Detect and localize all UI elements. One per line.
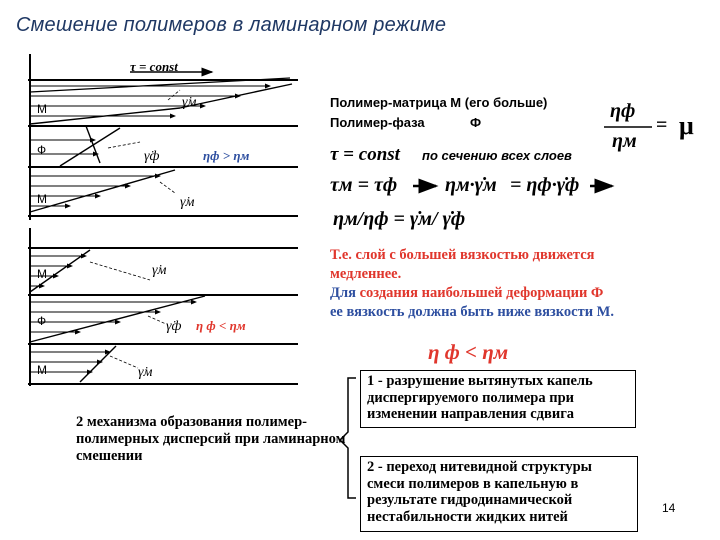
gamma-m-label: γ̇м: [138, 365, 153, 380]
gamma-m-label: γ̇м: [152, 263, 167, 278]
phase-symbol: Ф: [470, 115, 482, 130]
viscosity-inequality: η ф < ηм: [428, 340, 509, 364]
gamma-f-label: γ̇ф: [166, 319, 182, 334]
conclusion-text: [330, 246, 710, 322]
mechanism-box-2: [360, 456, 638, 532]
upper-layer-label: М: [37, 102, 47, 116]
gamma-f-label: γ̇ф: [144, 149, 160, 164]
conclusion-line-blue: ее вязкость должна быть ниже вязкости М.: [330, 304, 614, 320]
ratio-equals: =: [656, 114, 668, 136]
page-number: 14: [662, 501, 676, 515]
mechanism-item-2: 2 - переход нитевидной структуры смеси полимеров в капельную в результате гидродинамической нестабильности жидких нитей: [367, 459, 592, 525]
lower-layer-label: М: [37, 363, 47, 377]
mechanism-item-1: 1 - разрушение вытянутых капель диспергируемого полимера при изменении направления сдвига: [367, 373, 593, 422]
conclusion-line-blue: Для: [330, 285, 356, 301]
ratio-mu: μ: [679, 111, 694, 140]
equation-phase-flow: = ηф·γ̇ф: [510, 174, 580, 196]
ratio-denominator: ηм: [612, 130, 637, 152]
upper-diagram: [28, 54, 298, 220]
viscosity-relation-lower: η ф < ηм: [196, 318, 246, 333]
mechanism-box-1: [360, 370, 636, 428]
tau-note: по сечению всех слоев: [422, 148, 572, 163]
lower-layer-label: М: [37, 267, 47, 281]
slide-title: Смешение полимеров в ламинарном режиме: [16, 14, 447, 36]
lower-layer-label: Ф: [37, 314, 47, 328]
equation-ratio: ηм/ηф = γ̇м/ γ̇ф: [333, 208, 466, 230]
conclusion-line: Т.е. слой с большей вязкостью движется: [330, 247, 595, 263]
mechanisms-title: 2 механизма образования полимер-полимерных дисперсий при ламинарном смешении: [76, 414, 346, 464]
tau-const: τ = const: [330, 144, 400, 165]
phase-definition: Полимер-фаза: [330, 115, 425, 130]
upper-tau-label: τ = const: [130, 59, 178, 74]
equation-tau: τм = τф: [330, 174, 398, 196]
equation-matrix-flow: ηм·γ̇м: [445, 174, 497, 196]
upper-layer-label: Ф: [37, 143, 47, 157]
lower-diagram: [28, 228, 298, 386]
gamma-m-label: γ̇м: [180, 195, 195, 210]
matrix-definition: Полимер-матрица М (его больше): [330, 95, 548, 110]
conclusion-line: медленнее.: [330, 266, 402, 282]
viscosity-relation-upper: ηф > ηм: [203, 148, 250, 163]
gamma-m-label: γ̇м: [182, 95, 197, 110]
conclusion-line: создания наибольшей деформации Ф: [359, 285, 604, 301]
ratio-numerator: ηф: [610, 100, 636, 122]
upper-layer-label: М: [37, 192, 47, 206]
